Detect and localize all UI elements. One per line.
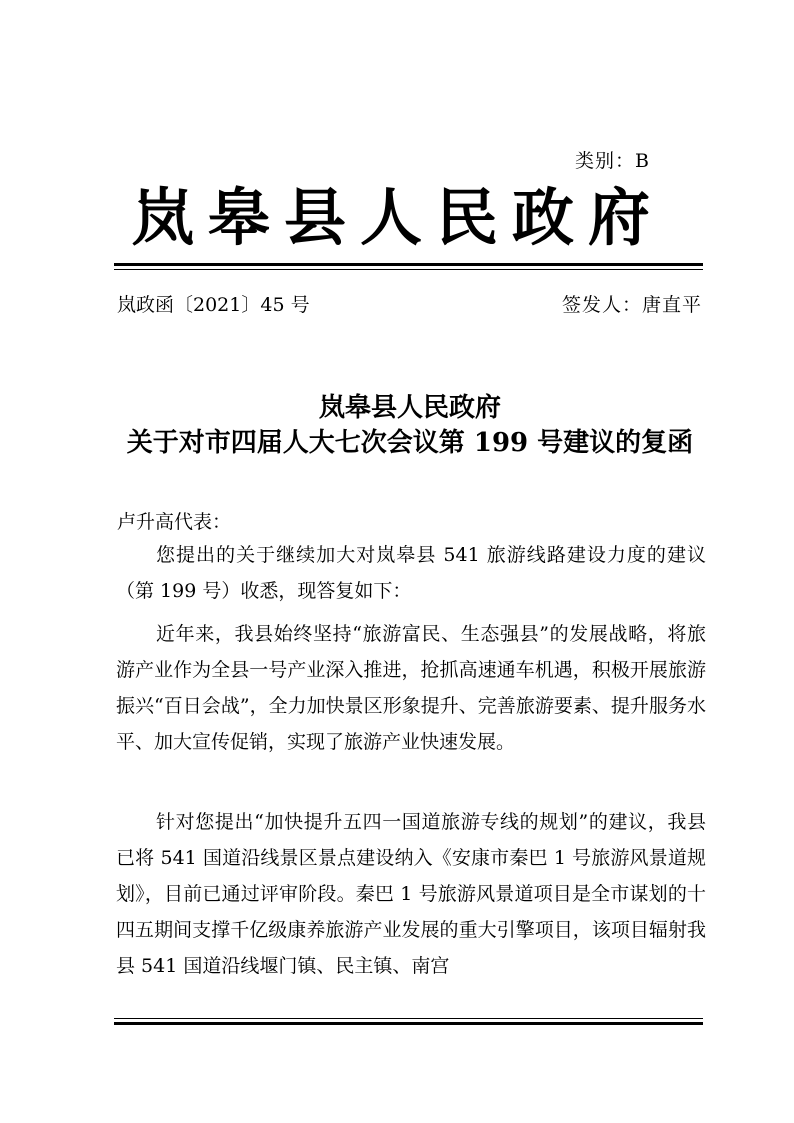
document-number: 岚政函〔2021〕45 号 [117,294,310,316]
body-paragraph-1: 您提出的关于继续加大对岚皋县 541 旅游线路建设力度的建议（第 199 号）收悉，现答复如下： [116,544,706,602]
salutation: 卢升高代表： [117,511,232,533]
footer-rule-thin [114,1018,703,1019]
body-paragraph-3: 针对您提出“加快提升五四一国道旅游专线的规划”的建议，我县已将 541 国道沿线景区景点建设纳入《安康市秦巴 1 号旅游风景道规划》，目前已通过评审阶段。秦巴 1 号旅游风景道项目是全市谋划的十四五期间支撑千亿级康养旅游产业发展的重大引擎项目，该项目辐射我县 541 国道沿线堰门镇、民主镇、南宫 [116,811,706,977]
document-title-line-1: 岚皋县人民政府 [318,393,501,423]
header-rule-thick [114,263,703,266]
header-rule-thin [114,269,703,270]
signer-line: 签发人：唐直平 [561,294,702,316]
document-category: 类别：B [575,150,650,172]
document-title-line-2: 关于对市四届人大七次会议第 199 号建议的复函 [126,428,694,458]
issuer-header-title: 岚皋县人民政府 [131,181,664,254]
footer-rule-thick [114,1022,703,1025]
body-paragraph-2: 近年来，我县始终坚持“旅游富民、生态强县”的发展战略，将旅游产业作为全县一号产业深入推进，抢抓高速通车机遇，积极开展旅游振兴“百日会战”，全力加快景区形象提升、完善旅游要素、提升服务水平、加大宣传促销，实现了旅游产业快速发展。 [116,623,706,753]
